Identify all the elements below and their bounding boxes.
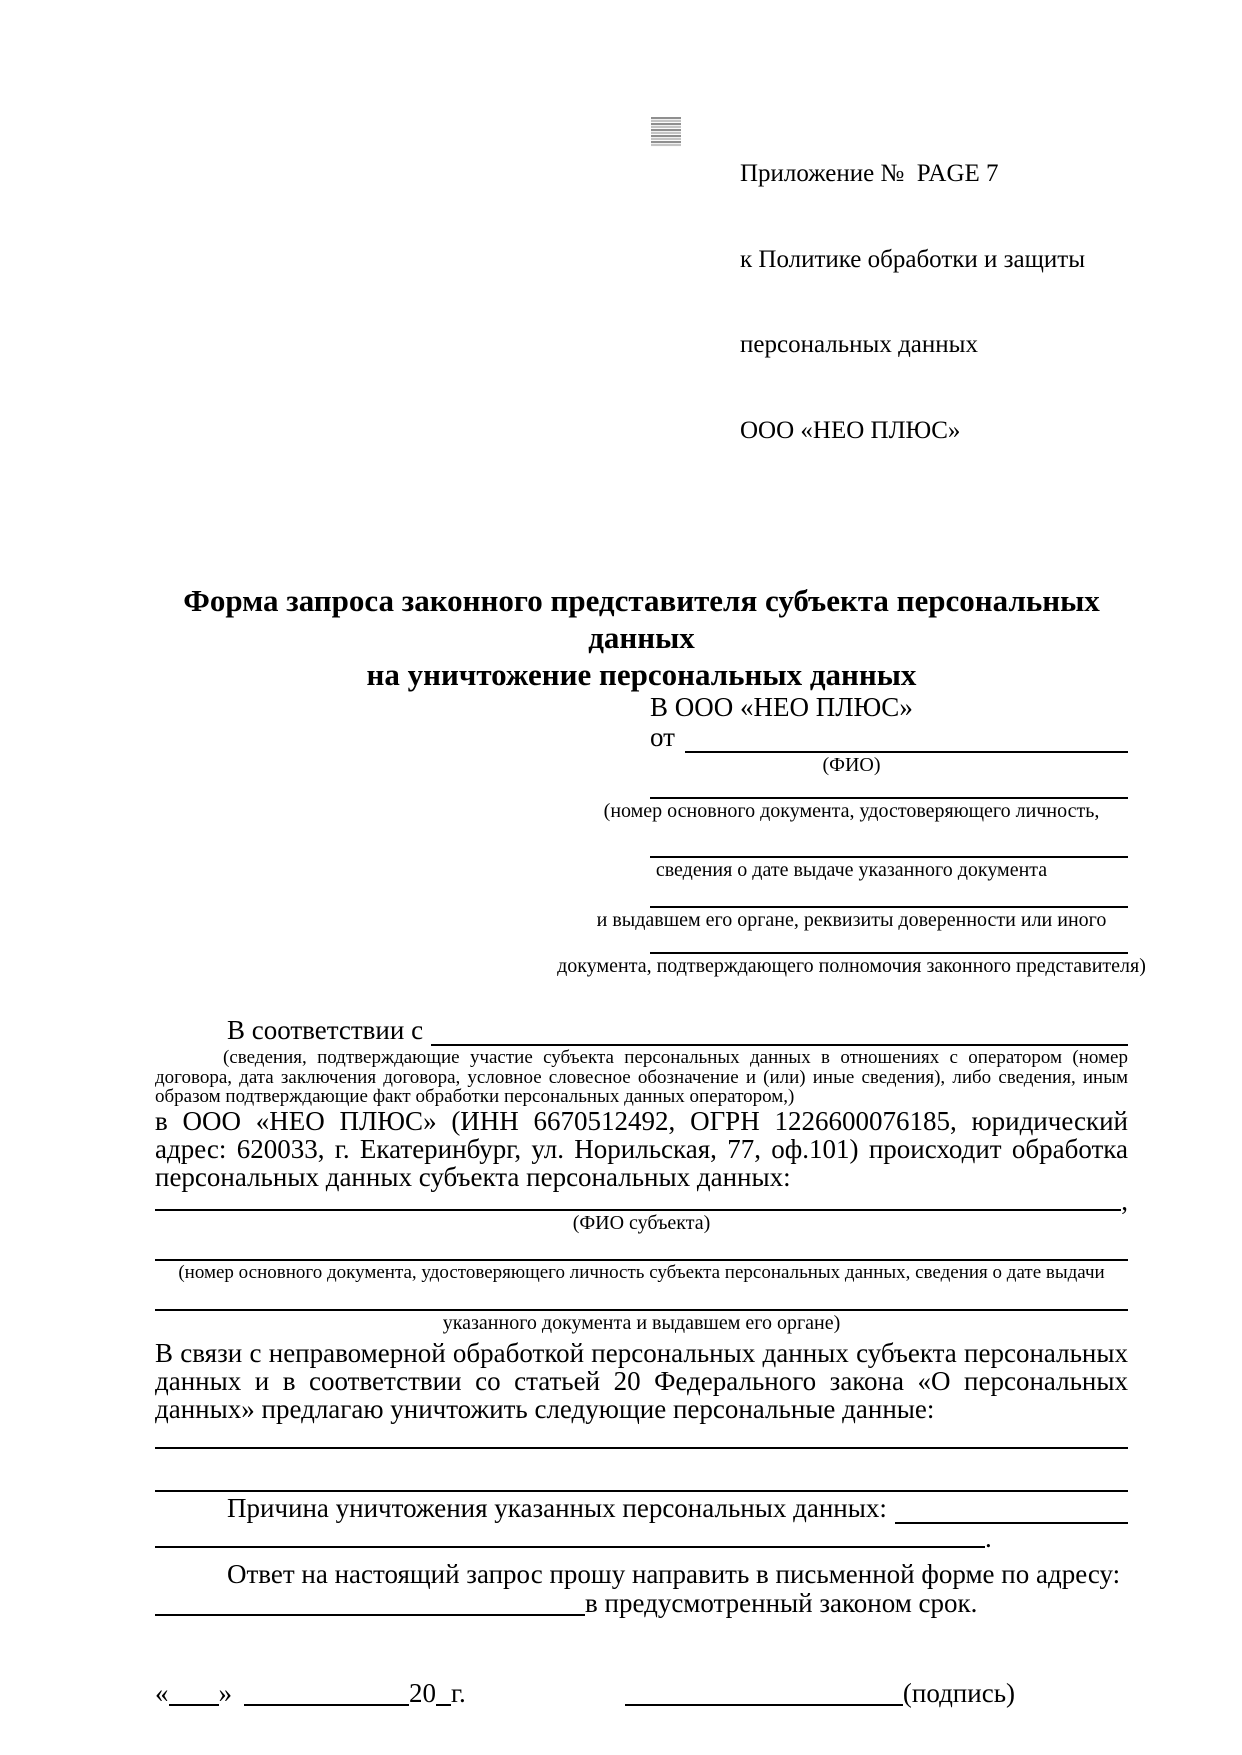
caption-authority: документа, подтверждающего полномочия законного представителя) — [557, 955, 1146, 977]
year-blank — [436, 1686, 451, 1706]
signature-row — [155, 1678, 1128, 1708]
date-field — [155, 1678, 466, 1708]
addressee-from-row — [650, 723, 1128, 753]
address-blank-line — [155, 1596, 585, 1616]
year-suffix: г. — [451, 1677, 466, 1708]
header-company-line: ООО «НЕО ПЛЮС» — [740, 416, 961, 444]
caption-subject-doc-1: (номер основного документа, удостоверяющего личность субъекта персональных данных, сведения о дате выдачи — [178, 1261, 1105, 1283]
title-line-1: Форма запроса законного представителя субъекта персональных данных — [183, 583, 1100, 655]
header-appendix-line: Приложение № PAGE 7 — [740, 160, 999, 187]
signature-caption: (подпись) — [902, 1677, 1015, 1708]
caption-doc-number: (номер основного документа, удостоверяющего личность, — [603, 800, 1100, 822]
data-to-destroy-blank-line-1 — [155, 1447, 1128, 1449]
year-prefix: 20 — [409, 1677, 436, 1708]
caption-issuer: и выдавшем его органе, реквизиты доверенности или иного — [596, 909, 1107, 931]
reason-period: . — [985, 1522, 992, 1553]
addressee-block — [557, 692, 1146, 978]
answer-line: Ответ на настоящий запрос прошу направить в письменной форме по адресу: — [227, 1558, 1121, 1589]
signature-blank-line — [625, 1686, 903, 1706]
title-line-2: на уничтожение персональных данных — [366, 657, 917, 692]
subject-fio-comma: , — [1121, 1185, 1128, 1216]
according-row — [155, 1015, 1128, 1046]
field-code-artifact-icon — [651, 117, 681, 147]
caption-fio: (ФИО) — [822, 754, 881, 776]
document-title — [155, 582, 1128, 693]
caption-subject-fio: (ФИО субъекта) — [572, 1211, 711, 1234]
header-text-block — [740, 103, 1128, 502]
date-quote-close: » — [218, 1677, 232, 1708]
reason-blank-line-2 — [155, 1526, 985, 1548]
document-header — [155, 103, 1128, 502]
according-blank-line — [431, 1022, 1128, 1046]
from-label: от — [650, 722, 675, 752]
date-quote-open: « — [155, 1677, 169, 1708]
day-blank — [169, 1686, 219, 1706]
destroy-paragraph: В связи с неправомерной обработкой персональных данных субъекта персональных данных и в соответствии со статьей 20 Федерального закона «О персональных данных» предлагаю уничтожить следующие персональные данные: — [155, 1337, 1128, 1424]
addressee-to: В ООО «НЕО ПЛЮС» — [650, 692, 913, 722]
fio-blank-line — [685, 729, 1128, 753]
subject-fio-blank-row — [155, 1185, 1128, 1216]
fine-print-note: (сведения, подтверждающие участие субъекта персональных данных в отношениях с оператором (номер договора, дата заключения договора, условное словесное обозначение и (или) иные сведения), либо сведения, иным образом подтверждающие факт обработки персональных данных оператором,) — [155, 1047, 1128, 1107]
according-label: В соответствии с — [227, 1015, 424, 1045]
answer-address-row — [155, 1588, 1128, 1616]
answer-suffix: в предусмотренный законом срок. — [585, 1587, 978, 1618]
caption-subject-doc-2: указанного документа и выдавшем его органе) — [442, 1311, 841, 1334]
reason-row — [155, 1492, 1128, 1524]
header-personal-data-line: персональных данных — [740, 331, 978, 358]
reason-blank-line — [895, 1500, 1128, 1524]
data-to-destroy-blank-line-2 — [155, 1490, 1128, 1492]
month-blank — [244, 1686, 409, 1706]
caption-issue-date: сведения о дате выдаче указанного документа — [655, 859, 1048, 881]
subject-fio-blank-line — [155, 1187, 1121, 1211]
reason-continuation-row — [155, 1522, 1128, 1553]
header-policy-line: к Политике обработки и защиты — [740, 245, 1086, 273]
answer-paragraph — [155, 1560, 1128, 1588]
reason-label: Причина уничтожения указанных персональных данных: — [227, 1492, 887, 1523]
operator-paragraph: в ООО «НЕО ПЛЮС» (ИНН 6670512492, ОГРН 1226600076185, юридический адрес: 620033, г. Екатеринбург, ул. Норильская, 77, оф.101) происходит обработка персональных данных субъекта персональных данных: — [155, 1105, 1128, 1192]
signature-field — [625, 1678, 1015, 1708]
